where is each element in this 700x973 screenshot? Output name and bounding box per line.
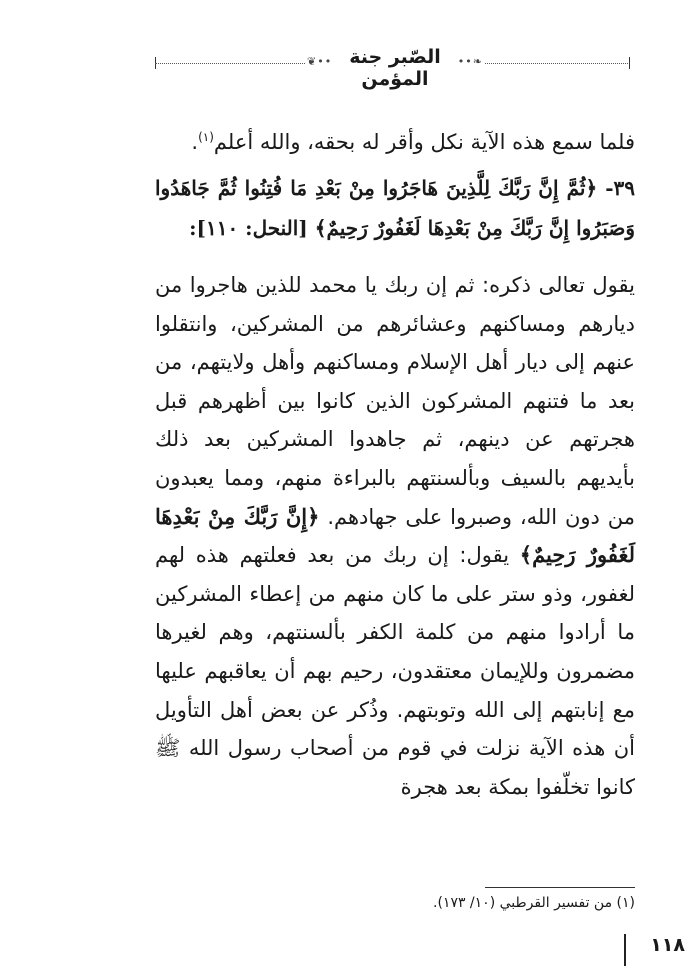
header-ornament-left: ❦••	[307, 55, 333, 68]
running-header	[155, 40, 630, 90]
commentary-text-2: يقول: إن ربك من بعد فعلتهم هذه لهم لغفور، وذو ستر على ما كان منهم من إعطاء المشركين ما أرادوا منهم من كلمة الكفر بألسنتهم، وهم لغيرها مضمرون وللإيمان معتقدون، رحيم بهم أن يعاقبهم عليها مع إنابتهم إلى الله وتوبتهم. وذُكر عن بعض أهل التأويل أن هذه الآية نزلت في قوم من أصحاب رسول الله ﷺ كانوا تخلّفوا بمكة بعد هجرة	[155, 543, 635, 799]
footnote-separator	[485, 887, 635, 888]
quran-verse-paragraph	[155, 168, 635, 248]
header-tick-right	[629, 57, 630, 69]
intro-end: .	[191, 130, 199, 154]
page-number: ١١٨	[650, 934, 685, 956]
page-number-bar	[624, 934, 626, 966]
header-rule-right	[485, 63, 630, 64]
commentary-paragraph	[155, 266, 635, 806]
footnote-reference[interactable]: (١)	[198, 130, 214, 144]
header-ornament-right: ••❧	[457, 55, 483, 68]
intro-text: فلما سمع هذه الآية نكل وأقر له بحقه، والله أعلم	[213, 130, 635, 154]
commentary-text-1: يقول تعالى ذكره: ثم إن ربك يا محمد للذين هاجروا من ديارهم ومساكنهم وعشائرهم من المشركين، وانتقلوا عنهم إلى ديار أهل الإسلام ومساكنهم وأهل ولايتهم، من بعد ما فتنهم المشركون الذين كانوا بين أظهرهم قبل هجرتهم عن دينهم، ثم جاهدوا المشركين بعد ذلك بأيديهم بالسيف وبألسنتهم بالبراءة منهم، ومما يعبدون من دون الله، وصبروا على جهادهم.	[155, 273, 635, 529]
verse-text: ﴿ثُمَّ إِنَّ رَبَّكَ لِلَّذِينَ هَاجَرُوا مِنْ بَعْدِ مَا فُتِنُوا ثُمَّ جَاهَدُوا وَصَبَرُوا إِنَّ رَبَّكَ مِنْ بَعْدِهَا لَغَفُورٌ رَحِيمٌ﴾	[155, 176, 635, 240]
intro-paragraph	[155, 122, 635, 162]
verse-reference: [النحل: ١١٠]:	[189, 216, 315, 240]
verse-number: ٣٩-	[597, 176, 635, 200]
commentary-quran-quote: ﴿إِنَّ رَبَّكَ مِنْ بَعْدِهَا لَغَفُورٌ رَحِيمٌ﴾	[155, 503, 635, 568]
footnote: (١) من تفسير القرطبي (١٠/ ١٧٣).	[433, 895, 635, 911]
book-title: الصّبر جنة المؤمن	[349, 46, 441, 90]
header-rule-left	[155, 63, 305, 64]
page-body	[155, 122, 635, 806]
